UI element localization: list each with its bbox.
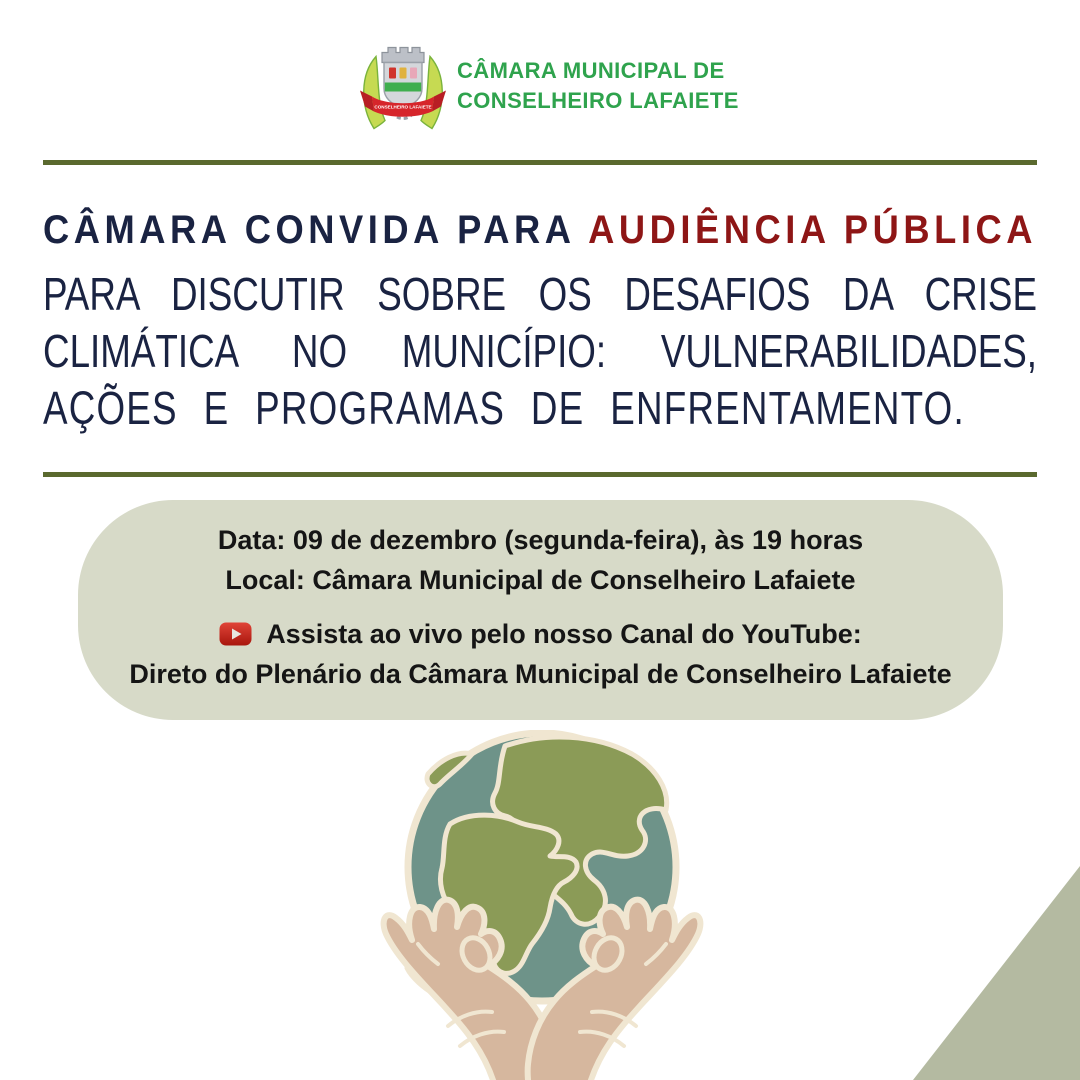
event-date: Data: 09 de dezembro (segunda-feira), às 19 horas <box>217 525 864 555</box>
headline <box>43 206 1037 254</box>
brand-name-line1: CÂMARA MUNICIPAL DE <box>457 58 725 83</box>
youtube-channel-name: Direto do Plenário da Câmara Municipal de Conselheiro Lafaiete <box>129 659 952 689</box>
body-line-3: AÇÕES E PROGRAMAS DE ENFRENTAMENTO. <box>43 382 965 434</box>
event-info-box <box>78 500 1003 720</box>
brand-name <box>457 56 739 116</box>
right-branch <box>421 57 442 129</box>
hands-holding-earth-illustration <box>300 730 780 1080</box>
youtube-icon <box>219 622 252 646</box>
youtube-caption: Assista ao vivo pelo nosso Canal do YouTube: <box>266 619 862 649</box>
ribbon-text: CONSELHEIRO LAFAIETE <box>374 104 432 110</box>
body-line-2: CLIMÁTICA NO MUNICÍPIO: VULNERABILIDADES, <box>43 325 1037 377</box>
shield-emblem-gold <box>400 68 407 79</box>
headline-highlight: AUDIÊNCIA PÚBLICA <box>588 208 1037 252</box>
brand-name-line2: CONSELHEIRO LAFAIETE <box>457 88 739 113</box>
municipal-crest-logo <box>352 40 454 137</box>
body-paragraph <box>43 266 1037 437</box>
left-branch <box>364 57 385 129</box>
bottom-divider <box>43 472 1037 477</box>
mural-crown <box>382 48 424 63</box>
youtube-row <box>219 614 862 654</box>
corner-triangle-decoration <box>913 866 1080 1080</box>
shield-green-band <box>385 83 421 92</box>
shield-emblem-pink <box>410 68 417 79</box>
event-location: Local: Câmara Municipal de Conselheiro Lafaiete <box>225 565 856 595</box>
top-divider <box>43 160 1037 165</box>
body-line-1: PARA DISCUTIR SOBRE OS DESAFIOS DA CRISE <box>43 268 1037 320</box>
headline-prefix: CÂMARA CONVIDA PARA <box>43 208 576 252</box>
shield-emblem-red <box>389 68 396 79</box>
